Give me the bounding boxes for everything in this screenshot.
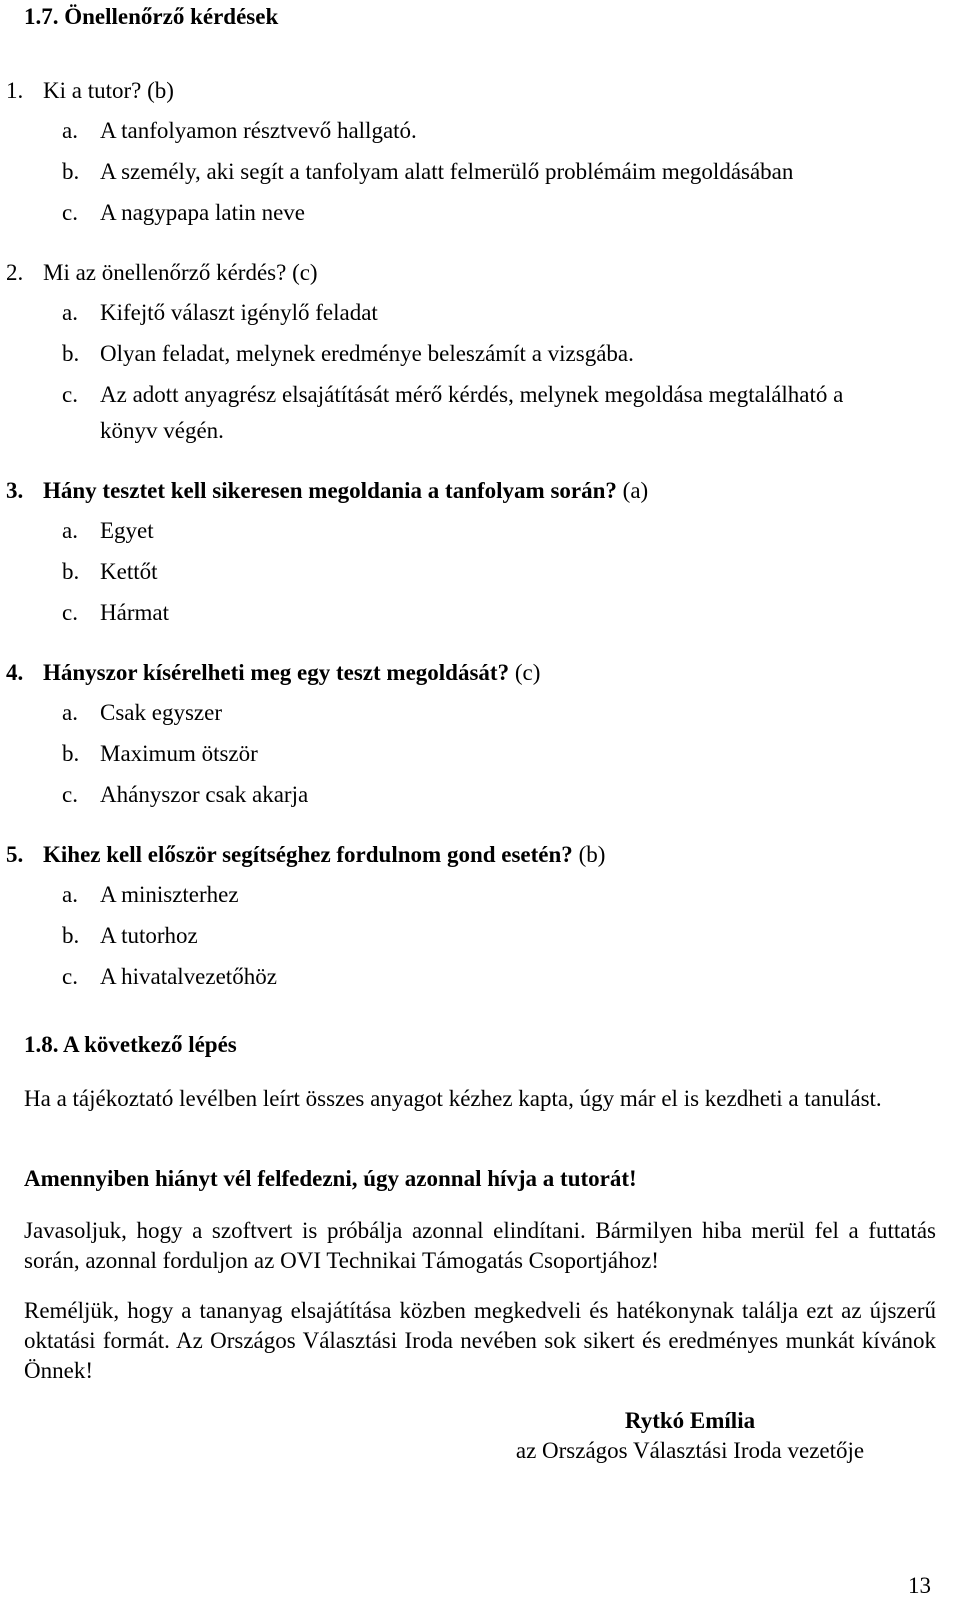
option: c. — [62, 782, 78, 807]
option-text: Ahányszor csak akarja — [100, 782, 309, 807]
option-text: Maximum ötször — [100, 741, 258, 766]
option: a. — [62, 118, 78, 143]
option: b. — [62, 559, 80, 584]
option: b. — [62, 741, 80, 766]
answer-key: (c) — [292, 260, 318, 285]
question-text: Hány tesztet kell sikeresen megoldania a tanfolyam során? — [43, 478, 617, 503]
question-number: 1. — [6, 78, 24, 103]
option: c. — [62, 382, 78, 407]
answer-key: (a) — [622, 478, 649, 503]
question-text: Ki a tutor? — [43, 78, 142, 103]
option: c. — [62, 964, 78, 989]
question-text: Mi az önellenőrző kérdés? — [43, 260, 287, 285]
question-text: Kihez kell először segítséghez fordulnom gond esetén? — [43, 842, 573, 867]
option: b. — [62, 159, 80, 184]
option-text: A hivatalvezetőhöz — [100, 964, 277, 989]
option-text: Olyan feladat, melynek eredménye beleszámít a vizsgába. — [100, 341, 634, 366]
option: c. — [62, 600, 78, 625]
option: a. — [62, 518, 78, 543]
option: a. — [62, 300, 78, 325]
option-text: A személy, aki segít a tanfolyam alatt felmerülő problémáim megoldásában — [100, 159, 794, 184]
question-3 — [6, 478, 648, 504]
option-text: Az adott anyagrész elsajátítását mérő kérdés, melynek megoldása megtalálható a — [100, 382, 844, 407]
option-text: A tutorhoz — [100, 923, 198, 948]
option-text: Hármat — [100, 600, 169, 625]
option: b. — [62, 923, 80, 948]
option-text: Kifejtő választ igénylő feladat — [100, 300, 378, 325]
option-text-continued: könyv végén. — [100, 418, 224, 443]
question-number: 5. — [6, 842, 24, 867]
section-heading-1-7: 1.7. Önellenőrző kérdések — [24, 4, 279, 29]
option-text: Kettőt — [100, 559, 158, 584]
question-number: 2. — [6, 260, 24, 285]
question-number: 4. — [6, 660, 24, 685]
signature-role: az Országos Választási Iroda vezetője — [515, 1438, 865, 1463]
option: b. — [62, 341, 80, 366]
option: c. — [62, 200, 78, 225]
question-1 — [6, 78, 174, 104]
option-text: A miniszterhez — [100, 882, 239, 907]
paragraph-3: Javasoljuk, hogy a szoftvert is próbálja azonnal elindítani. Bármilyen hiba merül fel a futtatás során, azonnal forduljon az OVI Technikai Támogatás Csoportjához! — [24, 1218, 936, 1273]
option: a. — [62, 882, 78, 907]
option-text: A nagypapa latin neve — [100, 200, 306, 225]
option-text: Csak egyszer — [100, 700, 222, 725]
answer-key: (b) — [578, 842, 606, 867]
option: a. — [62, 700, 78, 725]
page-number: 13 — [908, 1573, 931, 1598]
signature-name: Rytkó Emília — [624, 1408, 756, 1433]
question-5 — [6, 842, 605, 868]
option-text: A tanfolyamon résztvevő hallgató. — [100, 118, 417, 143]
question-2 — [6, 260, 318, 286]
answer-key: (c) — [514, 660, 541, 685]
question-4 — [6, 660, 540, 686]
question-number: 3. — [6, 478, 24, 503]
paragraph-2-emphasis: Amennyiben hiányt vél felfedezni, úgy azonnal hívja a tutorát! — [24, 1166, 637, 1191]
paragraph-4: Reméljük, hogy a tananyag elsajátítása közben megkedveli és hatékonynak találja ezt az újszerű oktatási formát. Az Országos Választási Iroda nevében sok sikert és eredményes munkát kívánok Önnek! — [24, 1298, 936, 1383]
answer-key: (b) — [147, 78, 174, 103]
paragraph-1: Ha a tájékoztató levélben leírt összes anyagot kézhez kapta, úgy már el is kezdheti a tanulást. — [24, 1086, 882, 1111]
option-text: Egyet — [100, 518, 154, 543]
question-text: Hányszor kísérelheti meg egy teszt megoldását? — [43, 660, 510, 685]
section-heading-1-8: 1.8. A következő lépés — [24, 1032, 237, 1057]
